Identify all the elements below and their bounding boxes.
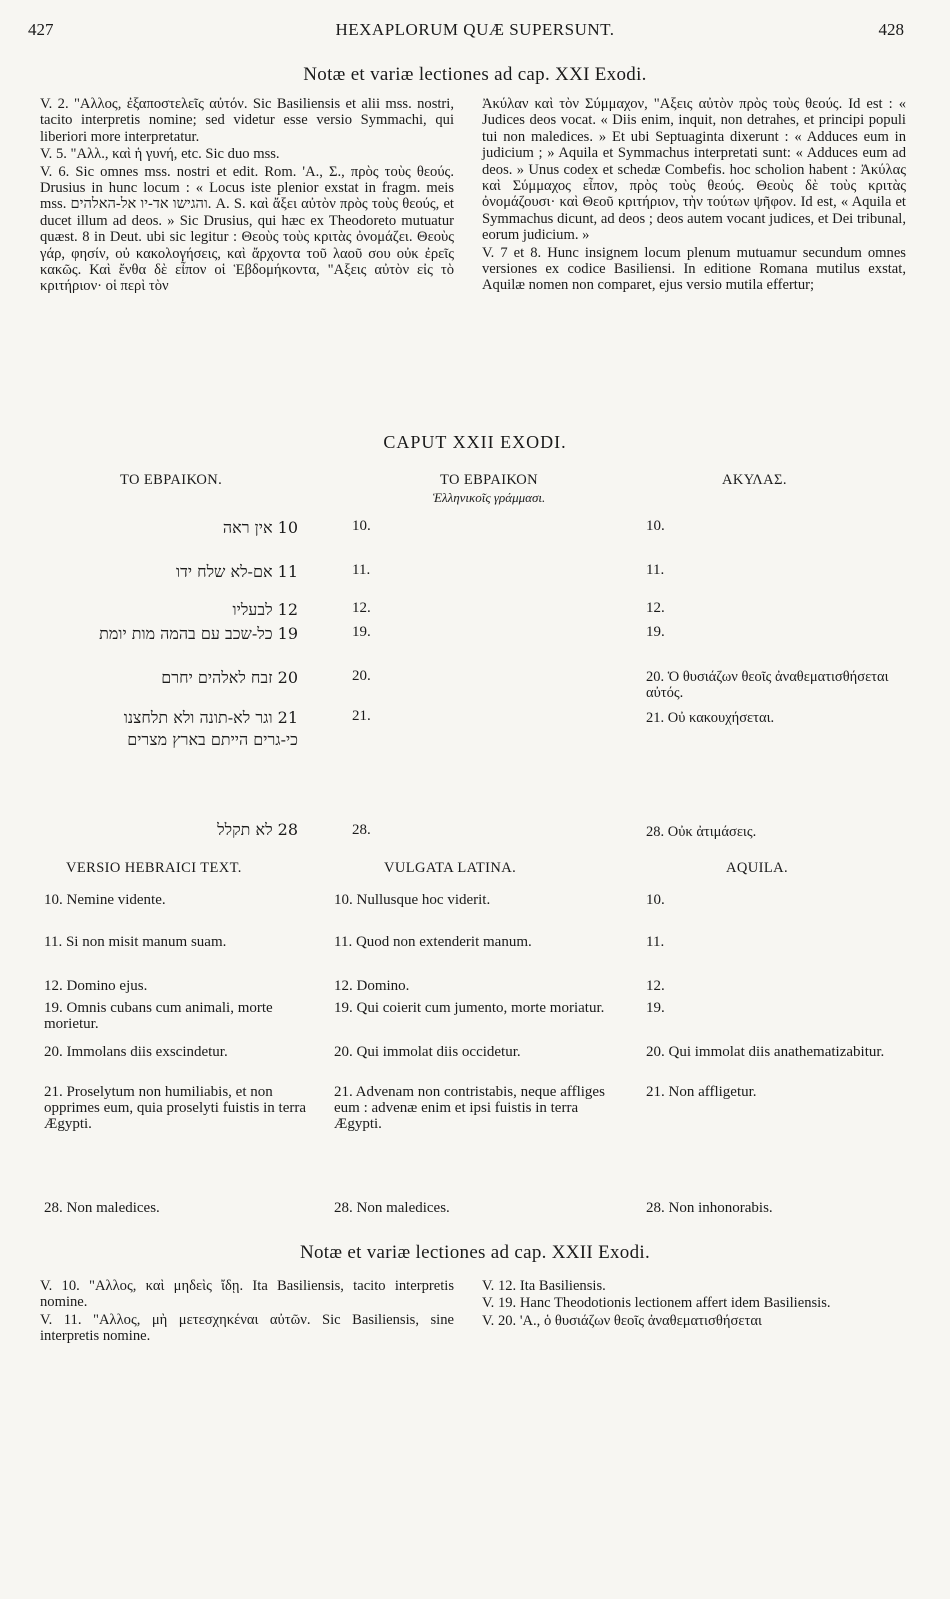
versio-cell: 19. Omnis cubans cum animali, morte morietur.	[44, 1000, 273, 1032]
column-header-hebrew: ΤΟ ΕΒΡΑΙΚΟΝ.	[120, 472, 223, 488]
note-paragraph: V. 11. "Αλλος, μὴ μετεσχηκέναι αὐτῶν. Sic Basiliensis, sine interpretis nomine.	[40, 1311, 454, 1345]
hebrew-cell: 20 זבח לאלהים יחרם	[161, 668, 298, 687]
versio-cell: 12. Domino ejus.	[44, 978, 148, 994]
note-paragraph: V. 10. "Αλλος, καὶ μηδεὶς ἴδῃ. Ita Basiliensis, tacito interpretis nomine.	[40, 1278, 454, 1311]
hebrew-cell: 21 וגר לא-תונה ולא תלחצנו	[123, 708, 298, 727]
note-paragraph: V. 2. "Αλλος, ἐξαποστελεῖς αὐτόν. Sic Basiliensis et alii mss. nostri, tacito interpretis nomine; sed videtur esse versio Symmachi, qui liberiori more interpretatur.	[40, 96, 454, 145]
column-header-translit-subtitle: Ἑλληνικοῖς γράμμασι.	[432, 490, 546, 505]
translit-cell: 19.	[352, 624, 371, 640]
vulgata-cell: 28. Non maledices.	[334, 1200, 450, 1216]
column-header-vulgata: VULGATA LATINA.	[384, 860, 517, 876]
notes-xxii-right-column	[482, 1278, 906, 1330]
aquila-latin-cell: 11.	[646, 934, 665, 950]
column-header-aquila-greek: ΑΚΥΛΑΣ.	[722, 472, 787, 488]
note-paragraph: Ἀκύλαν καὶ τὸν Σύμμαχον, "Αξεις αὐτὸν πρὸς τοὺς θεούς. Id est : « Judices deos vocat. « Diis enim, inquit, non detrahes, et principi populi tui non maledices. » Et ubi Septuaginta dixerunt : « Adduces eum in judicium ; » Aquila et Symmachus interpretati sunt: « Adduces eum ad deos. » Unus codex et schedæ Combefis. hoc scholion habent : Ἀκύλας καὶ Σύμμαχος εἶπον, πρὸς τοὺς θεούς. Θεοὺς δὲ τοὺς κριτὰς ὀνομάζουσι· καὶ Θεοῦ κριτήριον, τὴν τούτων ψῆφον. Id est, « Aquila et Symmachus dicunt, ad deos ; deos autem vocant judices, et Dei tribunal, eorum judicium. »	[482, 96, 906, 244]
translit-cell: 12.	[352, 600, 371, 616]
column-header-aquila-latin: AQUILA.	[726, 860, 788, 876]
aquila-latin-cell: 19.	[646, 1000, 665, 1016]
translit-cell: 11.	[352, 562, 371, 578]
aquila-latin-cell: 10.	[646, 892, 665, 908]
aquila-greek-cell: 19.	[646, 624, 665, 640]
aquila-greek-cell: 21. Οὐ κακουχήσεται.	[646, 710, 775, 726]
vulgata-cell: 19. Qui coierit cum jumento, morte moriatur.	[334, 1000, 605, 1016]
vulgata-cell: 10. Nullusque hoc viderit.	[334, 892, 491, 908]
vulgata-cell: 11. Quod non extenderit manum.	[334, 934, 532, 950]
running-title: HEXAPLORUM QUÆ SUPERSUNT.	[335, 20, 615, 39]
translit-cell: 28.	[352, 822, 371, 838]
hebrew-cell: 10 אין ראה	[222, 518, 298, 537]
hebrew-cell: 12 לבעליו	[232, 600, 298, 619]
column-header-translit-title: ΤΟ ΕΒΡΑΙΚΟΝ	[439, 472, 539, 488]
versio-cell: 28. Non maledices.	[44, 1200, 160, 1216]
notes-title-xxii: Notæ et variæ lectiones ad cap. XXII Exodi.	[299, 1242, 651, 1263]
column-header-versio: VERSIO HEBRAICI TEXT.	[66, 860, 242, 876]
aquila-latin-cell: 21. Non affligetur.	[646, 1084, 757, 1100]
vulgata-cell: 20. Qui immolat diis occidetur.	[334, 1044, 521, 1060]
note-paragraph: V. 20. 'Α., ὁ θυσιάζων θεοῖς ἀναθεματισθήσεται	[482, 1312, 762, 1329]
aquila-latin-cell: 28. Non inhonorabis.	[646, 1200, 773, 1216]
aquila-greek-cell: 12.	[646, 600, 665, 616]
note-paragraph: V. 5. "Αλλ., καὶ ἡ γυνή, etc. Sic duo mss.	[40, 146, 280, 163]
translit-cell: 21.	[352, 708, 371, 724]
hebrew-cell: 28 לא תקלל	[217, 820, 298, 839]
translit-cell: 10.	[352, 518, 371, 534]
aquila-latin-cell: 20. Qui immolat diis anathematizabitur.	[646, 1044, 885, 1060]
versio-cell: 10. Nemine vidente.	[44, 892, 166, 908]
note-paragraph: V. 12. Ita Basiliensis.	[482, 1278, 606, 1294]
translit-cell: 20.	[352, 668, 371, 684]
notes-xxi-right-column	[482, 96, 906, 295]
aquila-greek-cell: 11.	[646, 562, 665, 578]
note-paragraph: V. 7 et 8. Hunc insignem locum plenum mutuamur secundum omnes versiones ex codice Basiliensi. In editione Romana mutilus exstat, Aquilæ nomen non comparet, ejus versio mutila effertur;	[482, 244, 906, 294]
aquila-greek-cell: 20. Ὁ θυσιάζων θεοῖς ἀναθεματισθήσεται αὐτός.	[646, 669, 889, 701]
page-number-right: 428	[878, 20, 904, 39]
column-header-translit	[404, 472, 574, 506]
aquila-greek-cell: 10.	[646, 518, 665, 534]
note-paragraph: V. 6. Sic omnes mss. nostri et edit. Rom. 'Α., Σ., πρὸς τοὺς θεούς. Drusius in hunc locum : « Locus iste plenior exstat in fragm. meis mss. והגישו אד-יו אל-האלהים. A. S. καὶ ἄξει αὐτὸν πρὸς τοὺς θεούς, et ducet illum ad deos. » Sic Drusius, qui hæc ex Theodoreto mutuatur quæst. 8 in Deut. ubi sic legitur : Θεοὺς τοὺς κριτὰς ὀνομάζει. Θεοὺς γάρ, φησίν, οὐ κακολογήσεις, καὶ ἄρχοντα τοῦ λαοῦ σου οὐκ ἐρεῖς κακῶς. Καὶ ἔνθα δὲ εἶπον οἱ Ἑβδομήκοντα, "Αξεις αὐτὸν εἰς τὸ κριτήριον· οἱ περὶ τὸν	[40, 163, 454, 295]
notes-xxii-left-column	[40, 1278, 454, 1346]
vulgata-cell: 12. Domino.	[334, 978, 410, 994]
vulgata-cell: 21. Advenam non contristabis, neque affliges eum : advenæ enim et ipsi fuistis in terra Ægypti.	[334, 1084, 605, 1132]
note-paragraph: V. 19. Hanc Theodotionis lectionem affert idem Basiliensis.	[482, 1295, 831, 1312]
hebrew-cell: 11 אם-לא שלח ידו	[176, 562, 298, 581]
hebrew-cell-continuation: כי-גרים הייתם בארץ מצרים	[127, 730, 298, 749]
versio-cell: 11. Si non misit manum suam.	[44, 934, 227, 950]
page-number-left: 427	[28, 20, 54, 39]
hebrew-cell: 19 כל-שכב עם בהמה מות יומת	[99, 624, 298, 643]
notes-xxi-left-column	[40, 96, 454, 296]
versio-cell: 21. Proselytum non humiliabis, et non opprimes eum, quia proselyti fuistis in terra Ægypti.	[44, 1084, 307, 1132]
chapter-title: CAPUT XXII EXODI.	[383, 432, 567, 452]
notes-title-xxi: Notæ et variæ lectiones ad cap. XXI Exodi.	[303, 64, 647, 85]
aquila-latin-cell: 12.	[646, 978, 665, 994]
versio-cell: 20. Immolans diis exscindetur.	[44, 1044, 228, 1060]
aquila-greek-cell: 28. Οὐκ ἀτιμάσεις.	[646, 824, 757, 840]
